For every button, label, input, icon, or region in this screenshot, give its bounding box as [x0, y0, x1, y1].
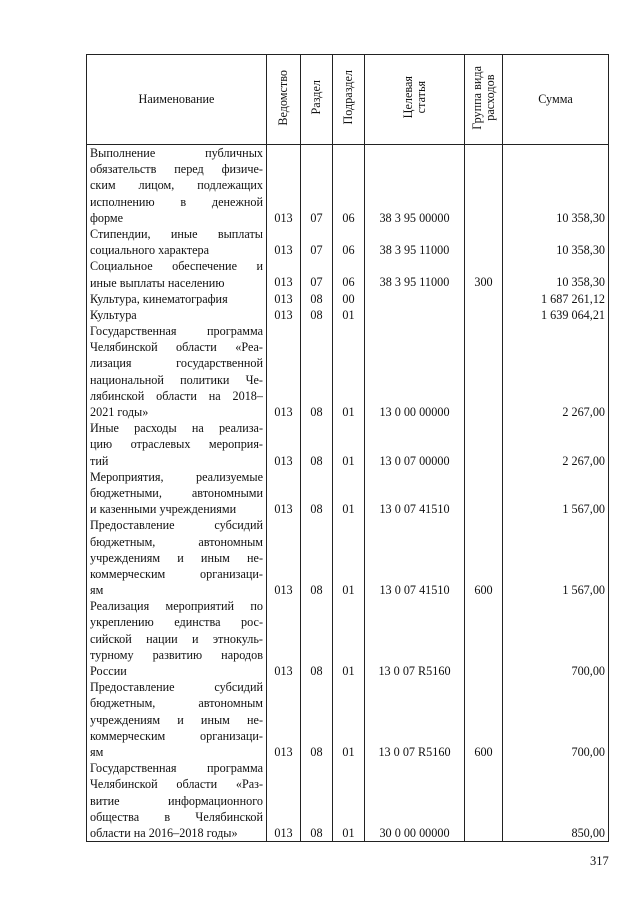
row-name-line: форме — [90, 210, 124, 225]
row-gruppa-vida — [465, 598, 503, 679]
row-celevaya-statya: 13 0 00 00000 — [365, 323, 465, 420]
row-name-line: бюджетными, автономными — [90, 485, 263, 500]
row-name-line: ским лицом, подлежащих — [90, 178, 263, 193]
row-celevaya-statya: 38 3 95 11000 — [365, 258, 465, 290]
table-row — [87, 291, 609, 307]
row-name-line: Стипендии, иные выплаты — [90, 226, 263, 241]
row-name-line: бюджетным, автономным — [90, 696, 263, 711]
row-razdel: 07 — [301, 226, 333, 258]
row-summa: 10 358,30 — [503, 226, 609, 258]
row-name-line: Челябинской области «Раз- — [90, 777, 263, 792]
row-podrazdel: 06 — [333, 258, 365, 290]
row-name — [87, 420, 267, 469]
row-vedomstvo: 013 — [267, 469, 301, 518]
row-razdel: 07 — [301, 145, 333, 226]
row-name-line: ям — [90, 583, 104, 598]
row-razdel: 07 — [301, 258, 333, 290]
row-vedomstvo: 013 — [267, 291, 301, 307]
row-celevaya-statya: 38 3 95 11000 — [365, 226, 465, 258]
row-name — [87, 291, 267, 307]
row-name — [87, 679, 267, 760]
row-name-line: Челябинской области «Реа- — [90, 340, 263, 355]
table-row — [87, 307, 609, 323]
row-gruppa-vida: 600 — [465, 679, 503, 760]
row-summa: 850,00 — [503, 760, 609, 841]
row-gruppa-vida — [465, 291, 503, 307]
row-name-line: Иные расходы на реализа- — [90, 421, 263, 436]
row-name-line: Предоставление субсидий — [90, 680, 263, 695]
row-name-line: Государственная программа — [90, 324, 263, 339]
row-name-line: сийской нации и этнокуль- — [90, 631, 263, 646]
row-name-line: Социальное обеспечение и — [90, 259, 263, 274]
row-name-line: Государственная программа — [90, 761, 263, 776]
row-gruppa-vida — [465, 226, 503, 258]
row-podrazdel: 01 — [333, 307, 365, 323]
row-name-line: Мероприятия, реализуемые — [90, 469, 263, 484]
table-row — [87, 760, 609, 841]
row-name-line: общества в Челябинской — [90, 809, 263, 824]
header-razdel: Раздел — [301, 55, 333, 145]
table-row — [87, 226, 609, 258]
row-name-line: ям — [90, 744, 104, 759]
row-celevaya-statya — [365, 307, 465, 323]
table-row — [87, 598, 609, 679]
table-row — [87, 469, 609, 518]
row-podrazdel: 01 — [333, 679, 365, 760]
row-podrazdel: 06 — [333, 226, 365, 258]
row-summa: 10 358,30 — [503, 258, 609, 290]
row-gruppa-vida: 600 — [465, 517, 503, 598]
row-name-line: укреплению единства рос- — [90, 615, 263, 630]
row-name — [87, 469, 267, 518]
row-podrazdel: 01 — [333, 420, 365, 469]
row-name — [87, 307, 267, 323]
row-gruppa-vida — [465, 469, 503, 518]
row-razdel: 08 — [301, 291, 333, 307]
header-name: Наименование — [87, 55, 267, 145]
row-razdel: 08 — [301, 679, 333, 760]
header-celevaya-statya: Целевая статья — [365, 55, 465, 145]
row-podrazdel: 01 — [333, 517, 365, 598]
row-name-line: учреждениям и иным не- — [90, 712, 263, 727]
row-celevaya-statya: 13 0 07 R5160 — [365, 679, 465, 760]
row-name — [87, 258, 267, 290]
row-razdel: 08 — [301, 598, 333, 679]
row-name-line: национальной политики Че- — [90, 372, 263, 387]
row-vedomstvo: 013 — [267, 420, 301, 469]
row-name-line: бюджетным, автономным — [90, 534, 263, 549]
row-podrazdel: 01 — [333, 760, 365, 841]
row-vedomstvo: 013 — [267, 307, 301, 323]
row-name-line: иные выплаты населению — [90, 275, 225, 290]
row-razdel: 08 — [301, 420, 333, 469]
row-celevaya-statya: 13 0 07 R5160 — [365, 598, 465, 679]
budget-table — [86, 54, 609, 842]
row-razdel: 08 — [301, 307, 333, 323]
row-podrazdel: 01 — [333, 323, 365, 420]
page-number: 317 — [590, 854, 609, 868]
row-celevaya-statya: 30 0 00 00000 — [365, 760, 465, 841]
row-razdel: 08 — [301, 517, 333, 598]
table-row — [87, 258, 609, 290]
row-summa: 1 567,00 — [503, 517, 609, 598]
row-vedomstvo: 013 — [267, 598, 301, 679]
row-name-line: лябинской области на 2018– — [90, 388, 263, 403]
row-name-line: обязательств перед физиче- — [90, 162, 263, 177]
row-celevaya-statya — [365, 291, 465, 307]
row-name-line: России — [90, 664, 127, 679]
row-gruppa-vida — [465, 760, 503, 841]
row-vedomstvo: 013 — [267, 517, 301, 598]
row-name-line: цию отраслевых мероприя- — [90, 437, 263, 452]
row-gruppa-vida — [465, 307, 503, 323]
row-gruppa-vida: 300 — [465, 258, 503, 290]
table-row — [87, 679, 609, 760]
row-vedomstvo: 013 — [267, 258, 301, 290]
row-summa: 10 358,30 — [503, 145, 609, 226]
row-vedomstvo: 013 — [267, 760, 301, 841]
table-header-row — [87, 55, 609, 145]
table-row — [87, 420, 609, 469]
header-summa: Сумма — [503, 55, 609, 145]
row-podrazdel: 06 — [333, 145, 365, 226]
row-podrazdel: 00 — [333, 291, 365, 307]
row-name-line: Реализация мероприятий по — [90, 599, 263, 614]
row-name-line: Предоставление субсидий — [90, 518, 263, 533]
table-row — [87, 323, 609, 420]
row-celevaya-statya: 13 0 07 41510 — [365, 517, 465, 598]
row-name-line: коммерческим организаци- — [90, 566, 263, 581]
row-summa: 700,00 — [503, 679, 609, 760]
row-name-line: исполнению в денежной — [90, 194, 263, 209]
row-podrazdel: 01 — [333, 469, 365, 518]
row-vedomstvo: 013 — [267, 226, 301, 258]
row-name-line: социального характера — [90, 243, 210, 258]
row-gruppa-vida — [465, 145, 503, 226]
row-name-line: Выполнение публичных — [90, 146, 263, 160]
row-razdel: 08 — [301, 323, 333, 420]
table-row — [87, 517, 609, 598]
row-name-line: области на 2016–2018 годы» — [90, 825, 238, 840]
row-name-line: 2021 годы» — [90, 405, 149, 420]
row-name-line: Культура — [90, 307, 137, 322]
row-name-line: Культура, кинематография — [90, 291, 228, 306]
row-name-line: и казенными учреждениями — [90, 502, 237, 517]
row-name-line: лизация государственной — [90, 356, 263, 371]
row-name-line: учреждениям и иным не- — [90, 550, 263, 565]
row-summa: 700,00 — [503, 598, 609, 679]
row-name — [87, 598, 267, 679]
row-celevaya-statya: 13 0 07 41510 — [365, 469, 465, 518]
row-vedomstvo: 013 — [267, 145, 301, 226]
row-summa: 1 687 261,12 — [503, 291, 609, 307]
row-gruppa-vida — [465, 420, 503, 469]
row-name-line: коммерческим организаци- — [90, 728, 263, 743]
row-name-line: тий — [90, 453, 109, 468]
row-summa: 2 267,00 — [503, 420, 609, 469]
row-name — [87, 323, 267, 420]
row-vedomstvo: 013 — [267, 323, 301, 420]
row-razdel: 08 — [301, 469, 333, 518]
row-celevaya-statya: 38 3 95 00000 — [365, 145, 465, 226]
row-vedomstvo: 013 — [267, 679, 301, 760]
row-name — [87, 226, 267, 258]
row-summa: 2 267,00 — [503, 323, 609, 420]
row-name — [87, 145, 267, 226]
row-name — [87, 517, 267, 598]
row-summa: 1 639 064,21 — [503, 307, 609, 323]
table-body — [87, 145, 609, 842]
header-podrazdel: Подраздел — [333, 55, 365, 145]
row-name-line: витие информационного — [90, 793, 263, 808]
table-row — [87, 145, 609, 226]
row-name-line: турному развитию народов — [90, 647, 263, 662]
row-gruppa-vida — [465, 323, 503, 420]
row-name — [87, 760, 267, 841]
row-razdel: 08 — [301, 760, 333, 841]
header-gruppa-vida-rashodov: Группа вида расходов — [465, 55, 503, 145]
row-celevaya-statya: 13 0 07 00000 — [365, 420, 465, 469]
header-vedomstvo: Ведомство — [267, 55, 301, 145]
row-summa: 1 567,00 — [503, 469, 609, 518]
row-podrazdel: 01 — [333, 598, 365, 679]
